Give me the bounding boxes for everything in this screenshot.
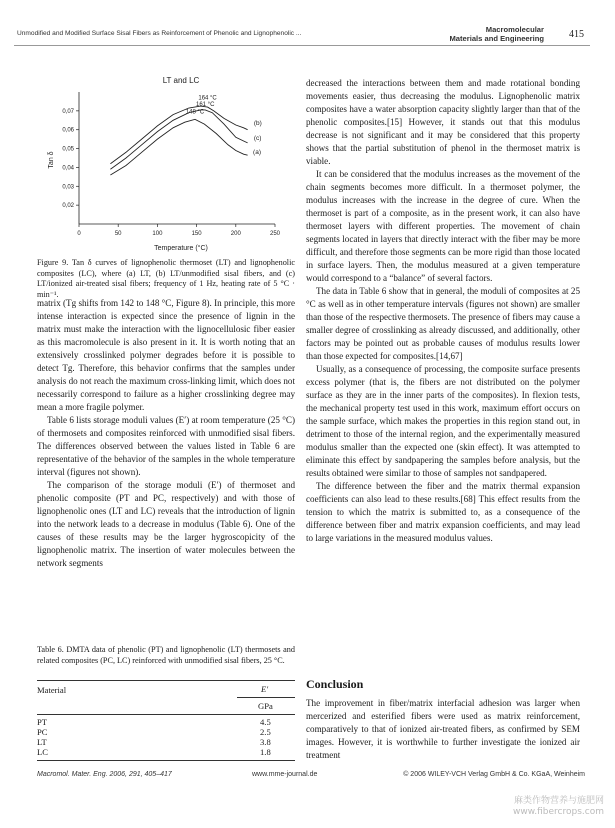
paragraph: The improvement in fiber/matrix interfacial adhesion was larger when mercerized and esterified fibers were used as matrix reinforcement, comparatively to that of ionized air-treated fibers, as confirmed by SEM images. However, it is worthwhile to further investigate the ionized air treatment <box>306 698 580 760</box>
series-line <box>110 106 247 164</box>
table-cell-material: PT <box>37 717 48 727</box>
table-cell-value: 4.5 <box>260 717 271 727</box>
y-tick-label: 0,04 <box>62 165 74 172</box>
x-tick-label: 250 <box>269 231 281 237</box>
x-tick-label: 0 <box>77 231 81 237</box>
paragraph: The data in Table 6 show that in general, the moduli of composites at 25 °C as well as in other temperature intervals (figures not shown) are smaller than those of the respective thermosets. The presence of fibers may cause a smaller degree of crosslinking as already discussed, and additionally, other factors may be pointed out as probable causes of modulus results lower than those expected for composites.[14,67] <box>306 286 580 361</box>
page-number: 415 <box>569 29 584 40</box>
y-tick-label: 0,07 <box>62 108 74 115</box>
x-tick-label: 100 <box>152 231 163 237</box>
table-cell-material: LC <box>37 747 48 757</box>
footer-copyright: © 2006 WILEY-VCH Verlag GmbH & Co. KGaA, Weinheim <box>403 771 585 778</box>
series-label: (c) <box>253 135 262 143</box>
y-tick-label: 0,05 <box>62 146 74 153</box>
series-line <box>110 110 247 169</box>
table-caption: Table 6. DMTA data of phenolic (PT) and lignophenolic (LT) thermosets and related composites (PC, LC) reinforced with unmodified sisal fibers, 25 °C. <box>37 645 295 665</box>
journal-name-line2: Materials and Engineering <box>449 34 544 43</box>
y-tick-label: 0,06 <box>62 127 74 134</box>
footer-website: www.mme-journal.de <box>252 771 318 778</box>
paragraph: Usually, as a consequence of processing, the composite surface presents excess polymer (that is, the fibers are not distributed on the polymer surface as they are in the inner parts of the composites). In flexion tests, the mechanical property test used in this work, maximum effort occurs on the sample surface, which makes the properties in this region stand out, in detriment to those of the internal region, and the experimentally measured modulus smaller than the expected one (skin effect). It was attempted to eliminate this effect by sandpapering the samples before analysis, but the results obtained were similar to those of samples not sandpapered. <box>306 364 580 478</box>
y-tick-label: 0,02 <box>62 203 74 210</box>
journal-name-line1: Macromolecular <box>485 25 544 34</box>
right-column-text <box>306 77 580 545</box>
running-header <box>14 25 590 46</box>
x-tick-label: 50 <box>114 231 122 237</box>
figure-caption: Figure 9. Tan δ curves of lignophenolic thermoset (LT) and lignophenolic composites (LC), where (a) LT, (b) LT/unmodified sisal fibers, and (c) LT/ionized air-treated sisal fibers; frequency of 1 Hz, heating rate of 5 °C · min⁻¹. <box>37 258 295 299</box>
series-label: (b) <box>253 120 262 127</box>
section-heading: Conclusion <box>306 677 364 691</box>
peak-label: 148 °C <box>185 109 205 116</box>
table-unit: GPa <box>258 701 273 711</box>
watermark-line2: www.fibercrops.com <box>513 807 604 817</box>
table-cell-material: PC <box>37 727 48 737</box>
peak-label: 164 °C <box>198 95 217 102</box>
paragraph: Table 6 lists storage moduli values (E′) at room temperature (25 °C) of thermosets and composites reinforced with unmodified sisal fibers. The differences observed between the values listed in Table 6 are representative of the behavior of the samples in the whole temperature interval (figures not shown). <box>37 415 295 477</box>
footer-citation: Macromol. Mater. Eng. 2006, 291, 405–417 <box>37 771 172 778</box>
conclusion-text <box>306 697 580 762</box>
paragraph: The difference between the fiber and the matrix thermal expansion coefficients can also lead to these results.[68] This effect results from the tension to which the matrix is submitted to, as a consequence of the difference between fiber and matrix expansion coefficients, and may lead to large variations in the measured modulus values. <box>306 481 580 543</box>
series-label: (a) <box>253 149 262 157</box>
table-value-header: E′ <box>261 684 269 694</box>
journal-name <box>404 25 544 43</box>
y-axis-label: Tan δ <box>48 151 55 169</box>
left-column-text <box>37 297 295 570</box>
paragraph: matrix (Tg shifts from 142 to 148 °C, Figure 8). In principle, this more intense interaction is expected since the presence of lignin in the matrix must make the interaction with the lignocellulosic fiber easier as this macromolecule is also present in it. It is worth noting that an extensively crosslinked polymer degrades before it is possible to detect Tg. Therefore, this behavior confirms that the samples under analysis do not reach the maximum cross-linking limit, which does not necessarily correspond to failure as a higher crosslinking degree may mean a more fragile polymer. <box>37 298 295 412</box>
watermark <box>484 796 604 818</box>
table-cell-value: 2.5 <box>260 727 271 737</box>
x-tick-label: 200 <box>230 231 241 237</box>
tan-delta-chart <box>37 72 295 254</box>
running-title: Unmodified and Modified Surface Sisal Fibers as Reinforcement of Phenolic and Lignophenolic ... <box>17 30 302 37</box>
table-cell-value: 1.8 <box>260 747 271 757</box>
watermark-line1: 麻类作物营养与施肥网 <box>513 796 604 806</box>
table-col-header: Material <box>37 685 67 695</box>
x-axis-label: Temperature (°C) <box>154 245 208 252</box>
table-cell-material: LT <box>37 737 47 747</box>
chart-title: LT and LC <box>162 76 200 85</box>
paragraph: The comparison of the storage moduli (E′) of thermoset and phenolic composite (PT and PC, respectively) and with those of lignophenolic ones (LT and LC) reveals that the introduction of lignin into the network leads to a decrease in modulus (Table 6). One of the causes of these results may be the larger hygroscopicity of the lignophenolic matrix. The insertion of water molecules between the network segments <box>37 480 295 568</box>
table-cell-value: 3.8 <box>260 737 271 747</box>
x-tick-label: 150 <box>191 231 202 237</box>
y-tick-label: 0,03 <box>62 184 74 191</box>
paragraph: decreased the interactions between them and made rotational bonding movements easier, thus decreasing the modulus. Lignophenolic matrix composites have a water absorption capacity slightly larger than that of the phenolic composites.[15] However, it stands out that this modulus decrease is not significant and it may be considered that this property shows that the partial substitution of phenol in the thermoset matrix is viable. <box>306 78 580 166</box>
paragraph: It can be considered that the modulus increases as the movement of the chain segments becomes more difficult. In a thermoset polymer, the modulus increases with the increase in the degree of cure. When the thermoset is part of a composite, as in the present work, it can also have thermoset layers with different properties. The movement of chain segments located in layers that directly interact with the fiber may be more difficult, and therefore those segments can be more rigid than those located in surface layers. Then, the modulus measured at a given temperature would correspond to a “balance” of several factors. <box>306 169 580 283</box>
peak-label: 161 °C <box>196 102 215 109</box>
